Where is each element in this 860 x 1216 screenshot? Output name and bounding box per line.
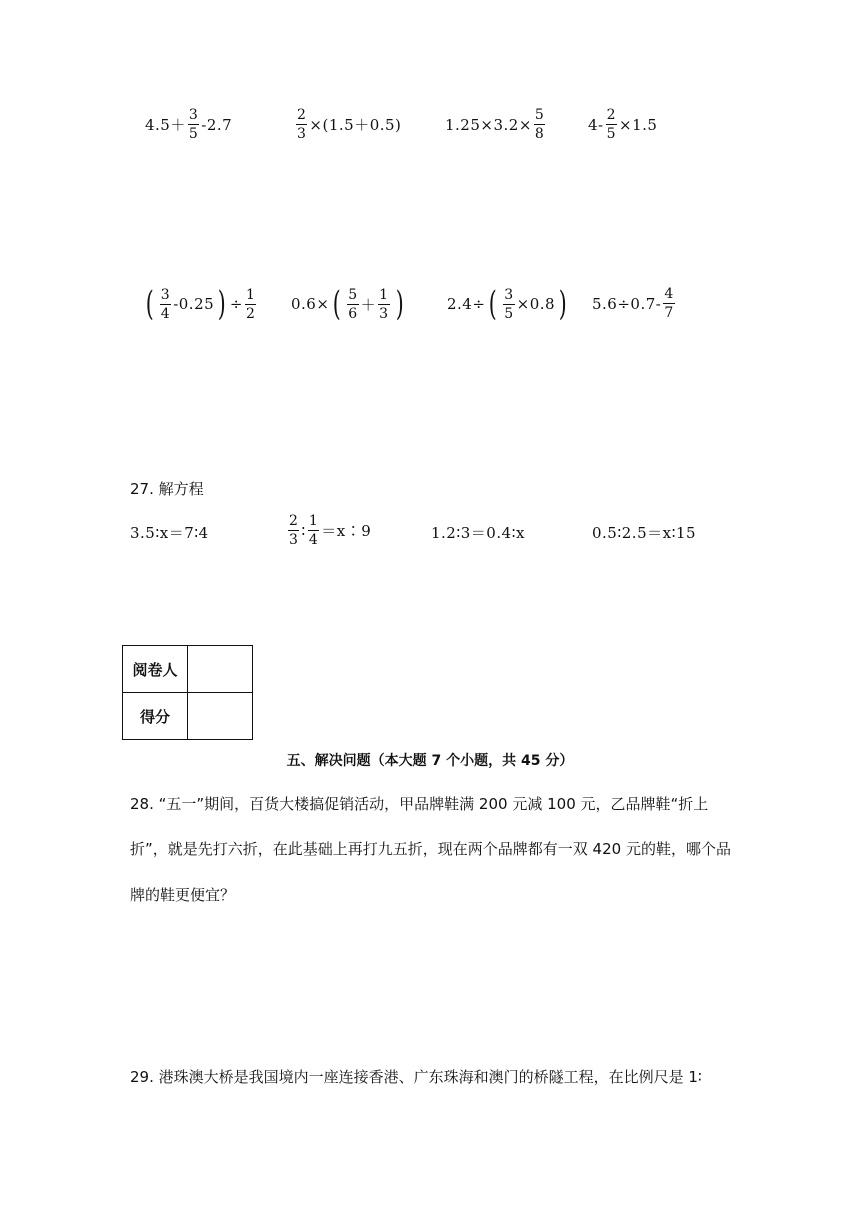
reviewer-cell[interactable]	[188, 646, 253, 693]
fraction: $\frac{1}{4}$	[308, 513, 319, 548]
expr-1-3: 1.25×3.2× $\frac{5}{8}$	[445, 107, 545, 142]
fraction: $\frac{5}{6}$	[348, 286, 358, 322]
fraction: $\frac{1}{3}$	[379, 286, 389, 322]
expr-1-2: $\frac{2}{3}$ ×(1.5＋0.5)	[297, 107, 402, 142]
q28-line-1: 28. “五一”期间，百货大楼搞促销活动，甲品牌鞋满 200 元减 100 元，乙品牌鞋“折上	[130, 795, 709, 813]
fraction: $\frac{4}{7}$	[664, 286, 674, 321]
fraction: $\frac{2}{3}$	[297, 107, 307, 142]
expr-2-3: 2.4÷ ( $\frac{3}{5}$ ×0.8 )	[447, 284, 568, 324]
fraction: $\frac{2}{5}$	[606, 107, 617, 142]
expr-2-1: ( $\frac{3}{4}$ -0.25 ) ÷ $\frac{1}{2}$	[145, 284, 256, 324]
q28-line-3: 牌的鞋更便宜？	[130, 886, 236, 904]
expr-1-4: 4- $\frac{2}{5}$ ×1.5	[588, 107, 658, 142]
q28-line-2: 折”，就是先打六折，在此基础上再打九五折，现在两个品牌都有一双 420 元的鞋，哪个品	[130, 840, 731, 858]
reviewer-label: 阅卷人	[123, 646, 188, 693]
equation-4: 0.5∶2.5＝x∶15	[592, 524, 697, 542]
score-cell[interactable]	[188, 693, 253, 740]
fraction: $\frac{3}{5}$	[188, 107, 199, 142]
expr-2-2: 0.6× ( $\frac{5}{6}$ ＋ $\frac{1}{3}$ )	[291, 284, 404, 324]
section-heading: 五、解决问题（本大题 7 个小题，共 45 分）	[286, 753, 574, 769]
score-label: 得分	[123, 693, 188, 740]
expr-2-4: 5.6÷0.7- $\frac{4}{7}$	[592, 286, 674, 321]
fraction: $\frac{5}{8}$	[534, 107, 545, 142]
equation-3: 1.2∶3＝0.4∶x	[431, 524, 526, 542]
fraction: $\frac{3}{4}$	[160, 286, 171, 322]
q27-label: 27. 解方程	[130, 480, 204, 498]
fraction: $\frac{2}{3}$	[289, 513, 299, 548]
equation-2: $\frac{2}{3}$ ∶ $\frac{1}{4}$ ＝x∶9	[289, 513, 372, 548]
fraction: $\frac{3}{5}$	[504, 286, 514, 322]
equation-1: 3.5∶x＝7∶4	[130, 524, 209, 542]
score-table	[122, 645, 253, 740]
fraction: $\frac{1}{2}$	[246, 286, 256, 322]
expr-1-1: 4.5＋ $\frac{3}{5}$ -2.7	[145, 107, 233, 142]
q29-line-1: 29. 港珠澳大桥是我国境内一座连接香港、广东珠海和澳门的桥隧工程，在比例尺是 1∶	[130, 1068, 702, 1086]
